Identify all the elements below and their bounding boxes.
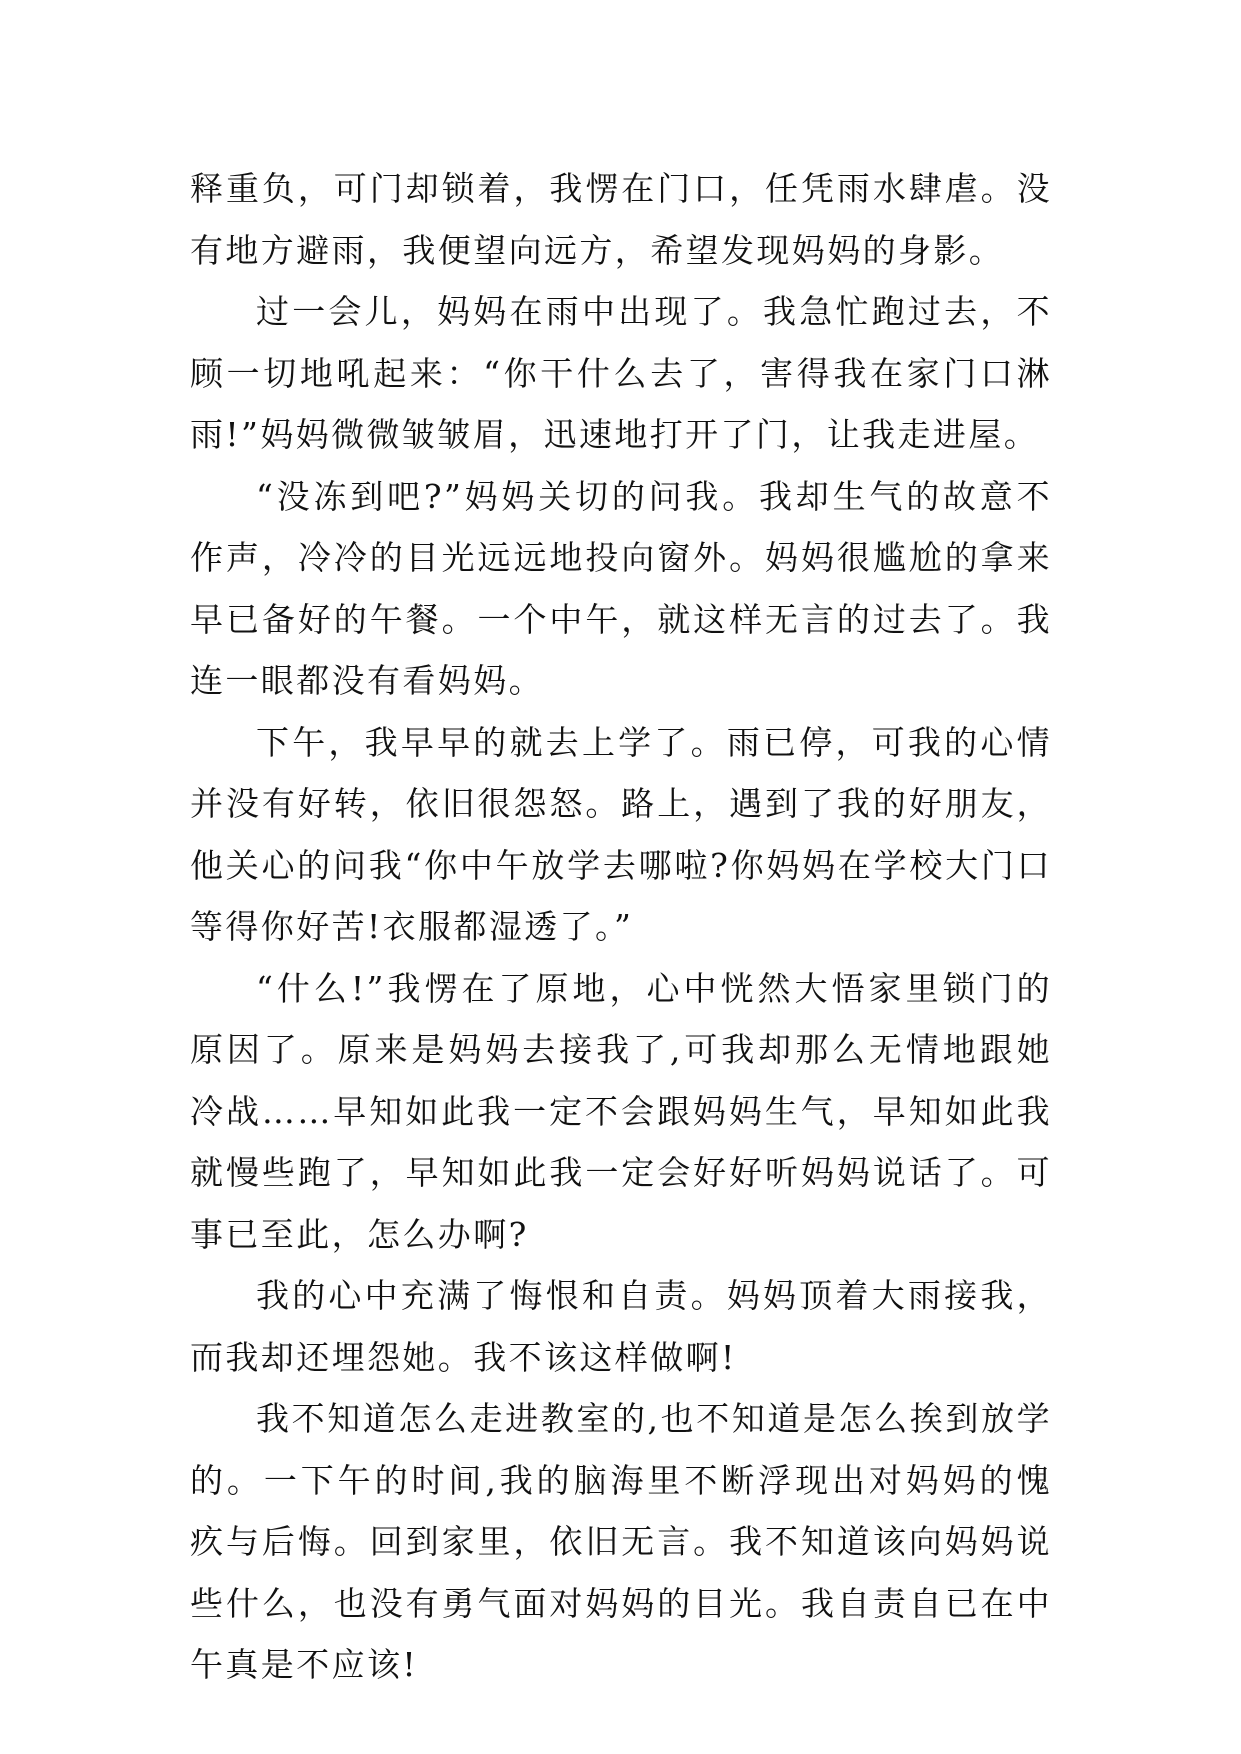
paragraph: 过一会儿，妈妈在雨中出现了。我急忙跑过去，不顾一切地吼起来：“你干什么去了，害得我在家门口淋雨!”妈妈微微皱皱眉，迅速地打开了门，让我走进屋。 bbox=[190, 292, 1052, 454]
paragraph: 我不知道怎么走进教室的,也不知道是怎么挨到放学的。一下午的时间,我的脑海里不断浮现出对妈妈的愧疚与后悔。回到家里，依旧无言。我不知道该向妈妈说些什么，也没有勇气面对妈妈的目光。我自责自已在中午真是不应该! bbox=[190, 1399, 1052, 1684]
paragraph: 我的心中充满了悔恨和自责。妈妈顶着大雨接我，而我却还埋怨她。我不该这样做啊! bbox=[190, 1276, 1052, 1377]
paragraph: 下午，我早早的就去上学了。雨已停，可我的心情并没有好转，依旧很怨怒。路上，遇到了我的好朋友，他关心的问我“你中午放学去哪啦?你妈妈在学校大门口等得你好苦!衣服都湿透了。” bbox=[190, 722, 1052, 946]
paragraph: “没冻到吧?”妈妈关切的问我。我却生气的故意不作声，冷冷的目光远远地投向窗外。妈妈很尴尬的拿来早已备好的午餐。一个中午，就这样无言的过去了。我连一眼都没有看妈妈。 bbox=[190, 476, 1052, 700]
paragraph: “什么!”我愣在了原地，心中恍然大悟家里锁门的原因了。原来是妈妈去接我了,可我却那么无情地跟她冷战……早知如此我一定不会跟妈妈生气，早知如此我就慢些跑了，早知如此我一定会好好听妈妈说话了。可事已至此，怎么办啊? bbox=[190, 968, 1052, 1254]
article-body bbox=[190, 158, 1052, 1696]
paragraph-continued: 释重负，可门却锁着，我愣在门口，任凭雨水肆虐。没有地方避雨，我便望向远方，希望发现妈妈的身影。 bbox=[190, 169, 1052, 270]
